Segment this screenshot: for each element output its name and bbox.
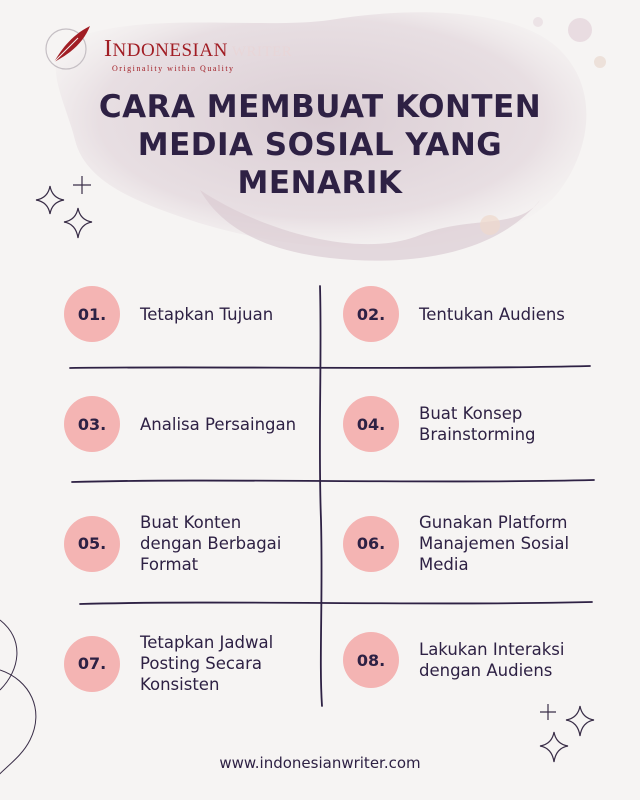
step-number-badge: 02. — [343, 286, 399, 342]
step-number-badge: 03. — [64, 396, 120, 452]
step-item-7 — [64, 632, 273, 695]
step-label: Buat Konsep Brainstorming — [419, 404, 536, 444]
brand-name: INDONESIAN WRITER — [104, 36, 293, 62]
step-item-6 — [343, 512, 569, 575]
step-item-8 — [343, 632, 564, 688]
step-item-4 — [343, 396, 536, 452]
step-number-badge: 04. — [343, 396, 399, 452]
page-title: CARA MEMBUAT KONTEN MEDIA SOSIAL YANG MENARIK — [98, 89, 542, 201]
step-number-badge: 06. — [343, 516, 399, 572]
step-number-badge: 07. — [64, 636, 120, 692]
footer-website: www.indonesianwriter.com — [219, 754, 421, 772]
step-item-3 — [64, 396, 296, 452]
step-label: Tetapkan Tujuan — [140, 304, 274, 324]
step-label: Lakukan Interaksi dengan Audiens — [419, 640, 565, 680]
step-label: Gunakan Platform Manajemen Sosial Media — [419, 513, 570, 574]
brand-tagline: Originality within Quality — [112, 64, 235, 73]
step-item-2 — [343, 286, 565, 342]
step-item-5 — [64, 512, 281, 575]
step-label: Analisa Persaingan — [140, 414, 297, 434]
step-number-badge: 05. — [64, 516, 120, 572]
step-label: Tentukan Audiens — [419, 304, 565, 324]
step-number-badge: 01. — [64, 286, 120, 342]
step-label: Buat Konten dengan Berbagai Format — [140, 513, 282, 574]
step-item-1 — [64, 286, 273, 342]
step-label: Tetapkan Jadwal Posting Secara Konsisten — [140, 633, 274, 694]
step-number-badge: 08. — [343, 632, 399, 688]
